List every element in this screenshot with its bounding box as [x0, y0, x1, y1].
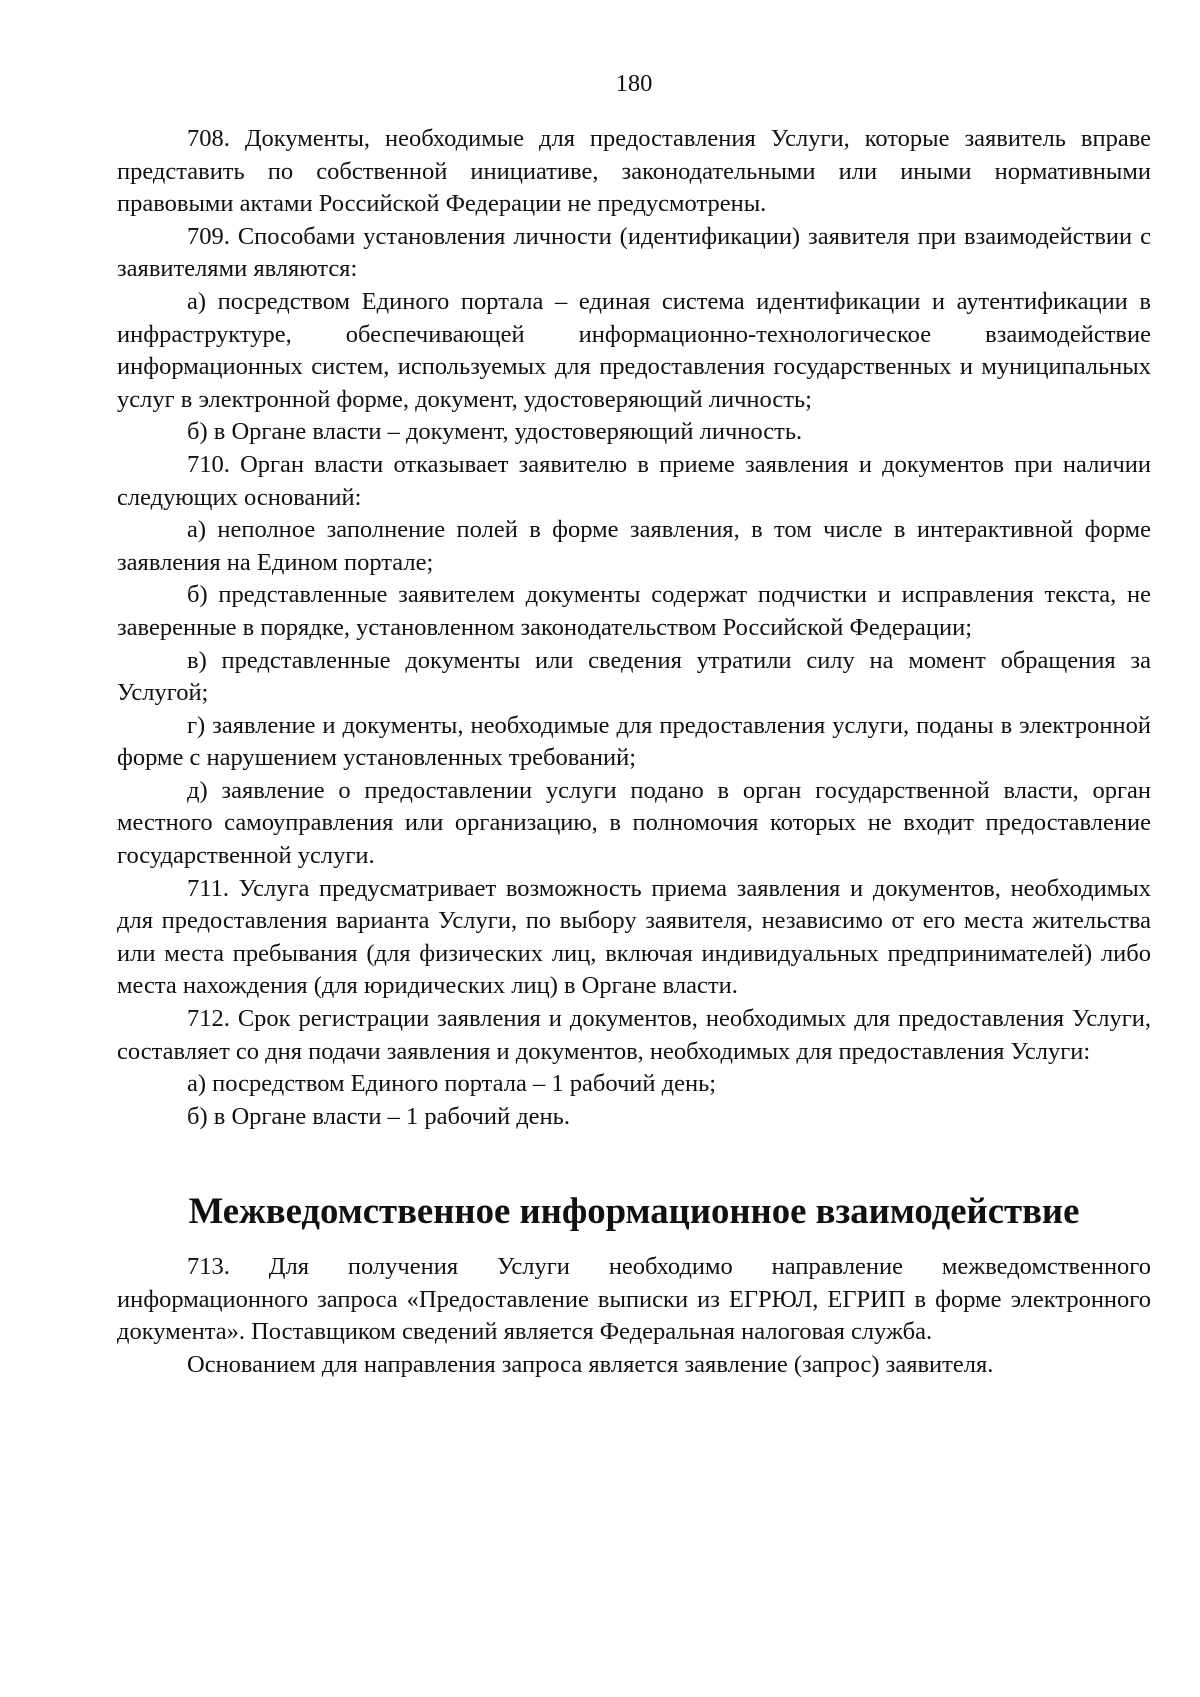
paragraph-709-a: а) посредством Единого портала – единая система идентификации и аутентификации в инфраструктуре, обеспечивающей информационно-технологическое взаимодействие информационных систем, используемых для предоставления государственных и муниципальных услуг в электронной форме, документ, удостоверяющий личность;: [117, 287, 1151, 413]
paragraph-710-b: б) представленные заявителем документы содержат подчистки и исправления текста, не заверенные в порядке, установленном законодательством Российской Федерации;: [117, 581, 1151, 641]
section-heading: Межведомственное информационное взаимодействие: [188, 1190, 1080, 1232]
paragraph-713-basis: Основанием для направления запроса является заявление (запрос) заявителя.: [187, 1350, 994, 1378]
paragraph-710-g: г) заявление и документы, необходимые для предоставления услуги, поданы в электронной форме с нарушением установленных требований;: [117, 711, 1151, 772]
paragraph-713: 713. Для получения Услуги необходимо направление межведомственного информационного запроса «Предоставление выписки из ЕГРЮЛ, ЕГРИП в форме электронного документа». Поставщиком сведений является Федеральная налоговая служба.: [117, 1253, 1151, 1346]
paragraph-709-b: б) в Органе власти – документ, удостоверяющий личность.: [187, 418, 803, 446]
paragraph-709: 709. Способами установления личности (идентификации) заявителя при взаимодействии с заявителями являются:: [117, 222, 1151, 283]
paragraph-710-v: в) представленные документы или сведения утратили силу на момент обращения за Услугой;: [117, 646, 1151, 707]
paragraph-712: 712. Срок регистрации заявления и документов, необходимых для предоставления Услуги, составляет со дня подачи заявления и документов, необходимых для предоставления Услуги:: [117, 1005, 1151, 1065]
page-number: 180: [615, 70, 653, 97]
paragraph-710: 710. Орган власти отказывает заявителю в приеме заявления и документов при наличии следующих оснований:: [117, 450, 1151, 511]
paragraph-710-d: д) заявление о предоставлении услуги подано в орган государственной власти, орган местного самоуправления или организацию, в полномочия которых не входит предоставление государственной услуги.: [117, 776, 1151, 870]
paragraph-710-a: а) неполное заполнение полей в форме заявления, в том числе в интерактивной форме заявления на Едином портале;: [117, 516, 1151, 576]
paragraph-712-b: б) в Органе власти – 1 рабочий день.: [187, 1102, 570, 1130]
paragraph-708: 708. Документы, необходимые для предоставления Услуги, которые заявитель вправе представить по собственной инициативе, законодательными или иными нормативными правовыми актами Российской Федерации не предусмотрены.: [117, 125, 1151, 218]
paragraph-711: 711. Услуга предусматривает возможность приема заявления и документов, необходимых для предоставления варианта Услуги, по выбору заявителя, независимо от его места жительства или места пребывания (для физических лиц, включая индивидуальных предпринимателей) либо места нахождения (для юридических лиц) в Органе власти.: [117, 874, 1151, 1000]
paragraph-712-a: а) посредством Единого портала – 1 рабочий день;: [187, 1070, 717, 1098]
document-page: [117, 68, 1151, 1381]
